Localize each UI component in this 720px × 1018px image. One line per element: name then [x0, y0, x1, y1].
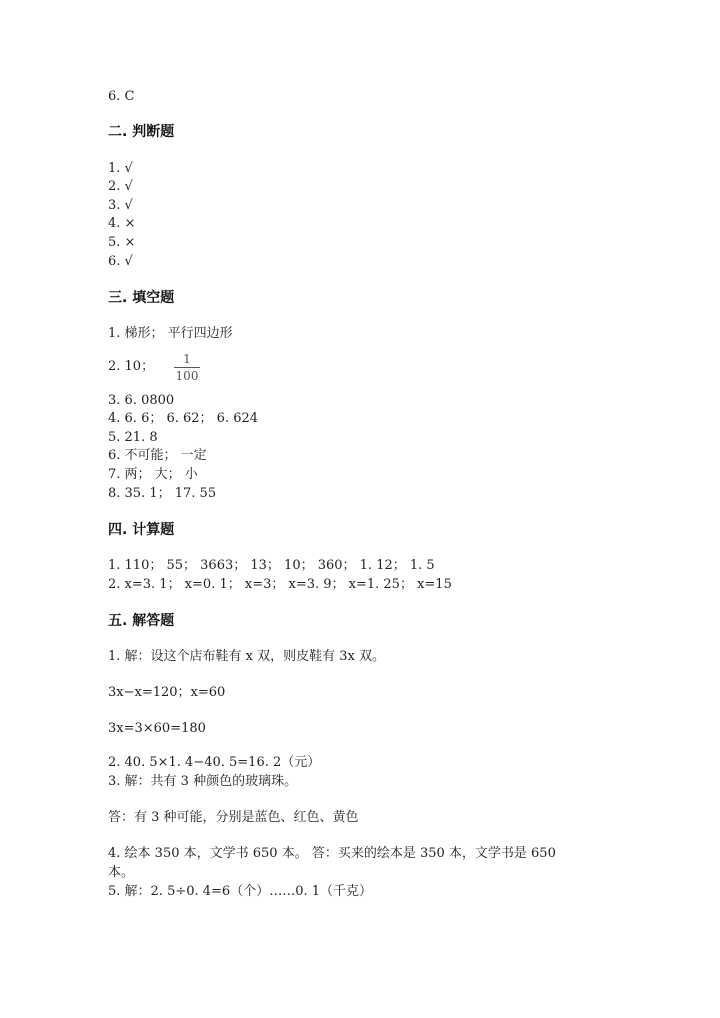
answer-line: 5. × [108, 235, 136, 250]
fraction-denominator: 100 [175, 369, 199, 383]
fraction-bar [174, 367, 200, 368]
answer-line: 3. 解：共有 3 种颜色的玻璃珠。 [108, 774, 298, 789]
answer-line: 8. 35. 1； 17. 55 [108, 486, 217, 501]
answer-line: 6. 不可能； 一定 [108, 448, 207, 463]
answer-line: 7. 两； 大； 小 [108, 467, 198, 482]
answer-line: 6. C [108, 89, 135, 104]
section-heading-fill-blank: 三. 填空题 [108, 290, 175, 306]
answer-line: 6. √ [108, 254, 133, 269]
answer-line: 1. 解：设这个店布鞋有 x 双，则皮鞋有 3x 双。 [108, 649, 385, 664]
section-heading-calculation: 四. 计算题 [108, 522, 175, 538]
fraction-numerator: 1 [183, 352, 191, 366]
answer-line: 3x−x=120；x=60 [108, 685, 226, 700]
answer-line: 4. 6. 6； 6. 62； 6. 624 [108, 411, 259, 426]
answer-line: 2. x=3. 1； x=0. 1； x=3； x=3. 9； x=1. 25； x=15 [108, 577, 452, 592]
answer-line: 3. √ [108, 198, 133, 213]
answer-line: 5. 21. 8 [108, 430, 158, 445]
answer-line: 5. 解：2. 5÷0. 4=6（个）……0. 1（千克） [108, 884, 373, 899]
answer-line: 答：有 3 种可能，分别是蓝色、红色、黄色 [108, 810, 359, 825]
answer-line: 1. 梯形； 平行四边形 [108, 326, 233, 341]
answer-line: 1. 110； 55； 3663； 13； 10； 360； 1. 12； 1. 5 [108, 558, 435, 573]
answer-line: 4. × [108, 216, 136, 231]
answer-line: 2. 40. 5×1. 4−40. 5=16. 2（元） [108, 755, 321, 770]
answer-line: 2. 10； [108, 359, 155, 374]
answer-line: 本。 [108, 865, 135, 880]
answer-line: 4. 绘本 350 本，文学书 650 本。 答：买来的绘本是 350 本，文学书是 650 [108, 846, 556, 861]
answer-line: 1. √ [108, 161, 133, 176]
section-heading-word-problems: 五. 解答题 [108, 613, 175, 629]
answer-line: 2. √ [108, 179, 133, 194]
answer-line: 3x=3×60=180 [108, 721, 206, 736]
section-heading-judgment: 二. 判断题 [108, 124, 175, 140]
answer-line: 3. 6. 0800 [108, 393, 175, 408]
fraction [174, 352, 200, 383]
